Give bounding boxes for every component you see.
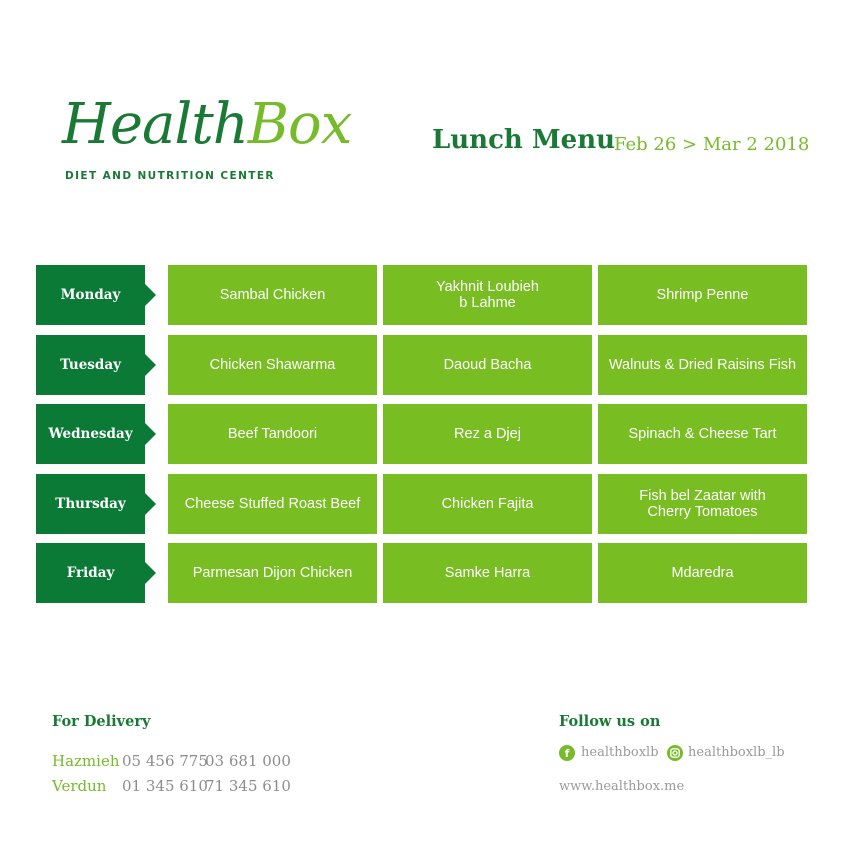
logo-wordmark [62,92,351,158]
logo-tagline: DIET AND NUTRITION CENTER [65,170,275,182]
facebook-handle[interactable]: healthboxlb [581,745,659,760]
website-link[interactable]: www.healthbox.me [559,779,685,794]
logo-word-health: Health [62,92,248,157]
phone-number: 71 345 610 [205,777,291,795]
dish-cell: Daoud Bacha [383,335,592,395]
follow-heading: Follow us on [559,713,661,730]
day-label-friday: Friday [36,543,145,603]
dish-cell: Samke Harra [383,543,592,603]
day-label-wednesday: Wednesday [36,404,145,464]
menu-title: Lunch Menu [432,125,616,155]
dish-cell: Mdaredra [598,543,807,603]
instagram-handle[interactable]: healthboxlb_lb [688,745,785,760]
menu-date-range: Feb 26 > Mar 2 2018 [614,134,810,155]
dish-cell: Cheese Stuffed Roast Beef [168,474,377,534]
dish-cell: Walnuts & Dried Raisins Fish [598,335,807,395]
day-label-monday: Monday [36,265,145,325]
instagram-icon[interactable] [667,745,683,761]
facebook-icon[interactable]: f [559,745,575,761]
logo-word-box: Box [247,92,352,157]
phone-number: 03 681 000 [205,752,291,770]
dish-cell: Beef Tandoori [168,404,377,464]
dish-cell: Chicken Shawarma [168,335,377,395]
phone-number: 05 456 775 [122,752,208,770]
healthbox-logo [62,92,352,187]
location-verdun: Verdun [52,777,107,795]
dish-cell: Shrimp Penne [598,265,807,325]
day-label-thursday: Thursday [36,474,145,534]
dish-cell: Fish bel Zaatar with Cherry Tomatoes [598,474,807,534]
location-hazmieh: Hazmieh [52,752,120,770]
dish-cell: Yakhnit Loubieh b Lahme [383,265,592,325]
phone-number: 01 345 610 [122,777,208,795]
dish-cell: Chicken Fajita [383,474,592,534]
day-label-tuesday: Tuesday [36,335,145,395]
delivery-heading: For Delivery [52,713,151,730]
dish-cell: Parmesan Dijon Chicken [168,543,377,603]
dish-cell: Rez a Djej [383,404,592,464]
dish-cell: Spinach & Cheese Tart [598,404,807,464]
dish-cell: Sambal Chicken [168,265,377,325]
